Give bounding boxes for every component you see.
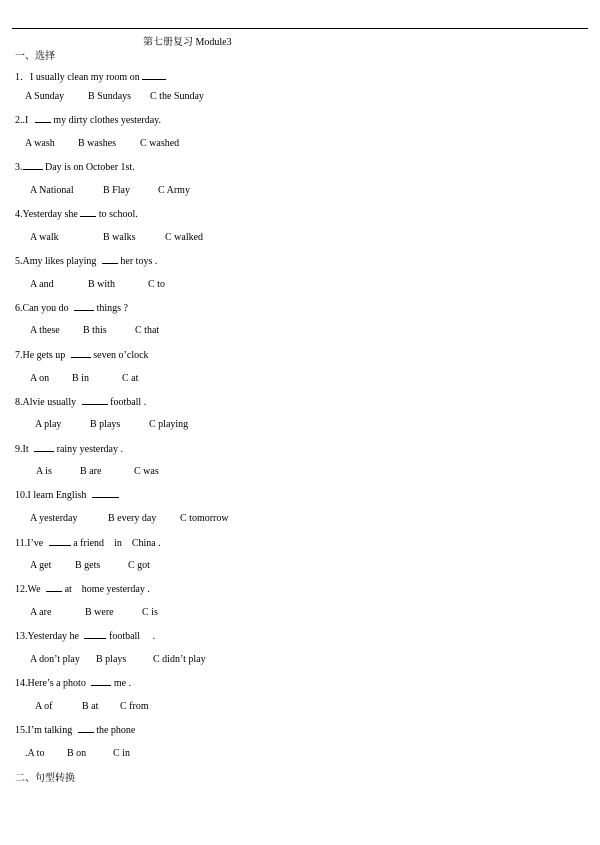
option-c[interactable]: C walked [165,232,204,243]
option-a[interactable]: A National [30,185,74,196]
answer-blank [35,114,51,123]
option-b[interactable]: B are [80,466,102,477]
option-a[interactable]: A and [30,279,54,290]
question-7 [15,349,149,361]
option-c[interactable]: C that [135,325,160,336]
option-b[interactable]: B this [83,325,107,336]
question-text-after: at home yesterday . [62,584,150,595]
question-text: 4.Yesterday she [15,209,81,220]
option-c[interactable]: C at [122,373,139,384]
section-heading-sentence-transformation: 二、句型转换 [15,773,75,784]
question-text: 3. [15,162,23,173]
question-text-after: me . [111,678,132,689]
question-text-after: football . [106,631,156,642]
answer-blank [142,71,166,80]
option-b[interactable]: B with [88,279,115,290]
question-text: 8.Alvie usually [15,397,79,408]
question-10 [15,489,119,501]
question-text: 6.Can you do [15,303,72,314]
option-b[interactable]: B at [82,701,99,712]
answer-blank [84,630,106,639]
question-text-after: Day is on October 1st. [42,162,135,173]
question-15 [15,724,135,736]
section-heading-choice: 一、选择 [15,51,55,62]
question-text: 15.I’m talking [15,725,75,736]
question-text-after: rainy yesterday . [54,444,123,455]
option-a[interactable]: .A to [25,748,45,759]
question-text: 7.He gets up [15,350,68,361]
option-c[interactable]: C Army [158,185,190,196]
question-text-after: her toys . [117,256,158,267]
top-rule [12,28,588,29]
option-a[interactable]: A don’t play [30,654,80,665]
question-13 [15,630,155,642]
option-b[interactable]: B every day [108,513,157,524]
option-b[interactable]: B gets [75,560,101,571]
option-a[interactable]: A wash [25,138,55,149]
option-a[interactable]: A yesterday [30,513,78,524]
question-4 [15,208,138,220]
option-c[interactable]: C washed [140,138,180,149]
option-a[interactable]: A play [35,419,62,430]
option-a[interactable]: A these [30,325,60,336]
question-text: 14.Here’s a photo [15,678,89,689]
page-title: 第七册复习 Module3 [143,37,232,48]
question-text-after: a friend in China . [70,538,161,549]
option-c[interactable]: C is [142,607,158,618]
question-text: 1．I usually clean my room on [15,72,143,83]
question-text: 9.It [15,444,32,455]
question-text: 5.Amy likes playing [15,256,99,267]
question-3 [15,161,135,173]
option-a[interactable]: A Sunday [25,91,65,102]
question-1 [15,68,166,83]
option-a[interactable]: A walk [30,232,59,243]
answer-blank [102,255,118,264]
option-c[interactable]: C in [113,748,130,759]
option-c[interactable]: C playing [149,419,189,430]
answer-blank [80,208,96,217]
question-text: 10.I learn English [15,490,89,501]
option-c[interactable]: C was [134,466,159,477]
question-12 [15,583,150,595]
option-c[interactable]: C didn’t play [153,654,206,665]
question-text: 13.Yesterday he [15,631,82,642]
answer-blank [34,443,54,452]
question-text-after: my dirty clothes yesterday. [50,115,161,126]
question-6 [15,302,128,314]
option-c[interactable]: C got [128,560,150,571]
answer-blank [82,396,108,405]
question-text: 2..I [15,115,31,126]
question-5 [15,255,157,267]
option-b[interactable]: B plays [90,419,121,430]
answer-blank [23,161,43,170]
answer-blank [91,677,111,686]
option-a[interactable]: A are [30,607,52,618]
answer-blank [74,302,94,311]
option-b[interactable]: B were [85,607,114,618]
answer-blank [46,583,62,592]
question-text-after: football . [107,397,147,408]
question-11 [15,537,161,549]
option-b[interactable]: B washes [78,138,117,149]
option-c[interactable]: C tomorrow [180,513,229,524]
option-c[interactable]: C from [120,701,149,712]
answer-blank [71,349,91,358]
question-2 [15,114,161,126]
option-c[interactable]: C to [148,279,165,290]
option-a[interactable]: A on [30,373,50,384]
option-a[interactable]: A of [35,701,53,712]
question-text: 11.I’ve [15,538,46,549]
question-text-after: the phone [93,725,136,736]
option-a[interactable]: A get [30,560,52,571]
option-c[interactable]: C the Sunday [150,91,204,102]
option-b[interactable]: B on [67,748,87,759]
option-a[interactable]: A is [36,466,52,477]
answer-blank [78,724,94,733]
option-b[interactable]: B Flay [103,185,130,196]
question-text: 12.We [15,584,44,595]
option-b[interactable]: B Sundays [88,91,132,102]
question-text-after: seven o’clock [90,350,149,361]
answer-blank [49,537,71,546]
question-text-after: things ? [94,303,128,314]
question-8 [15,396,146,408]
question-14 [15,677,131,689]
option-b[interactable]: B plays [96,654,127,665]
question-text-after: to school. [96,209,138,220]
option-b[interactable]: B in [72,373,89,384]
option-b[interactable]: B walks [103,232,136,243]
answer-blank [92,489,119,498]
question-9 [15,443,123,455]
